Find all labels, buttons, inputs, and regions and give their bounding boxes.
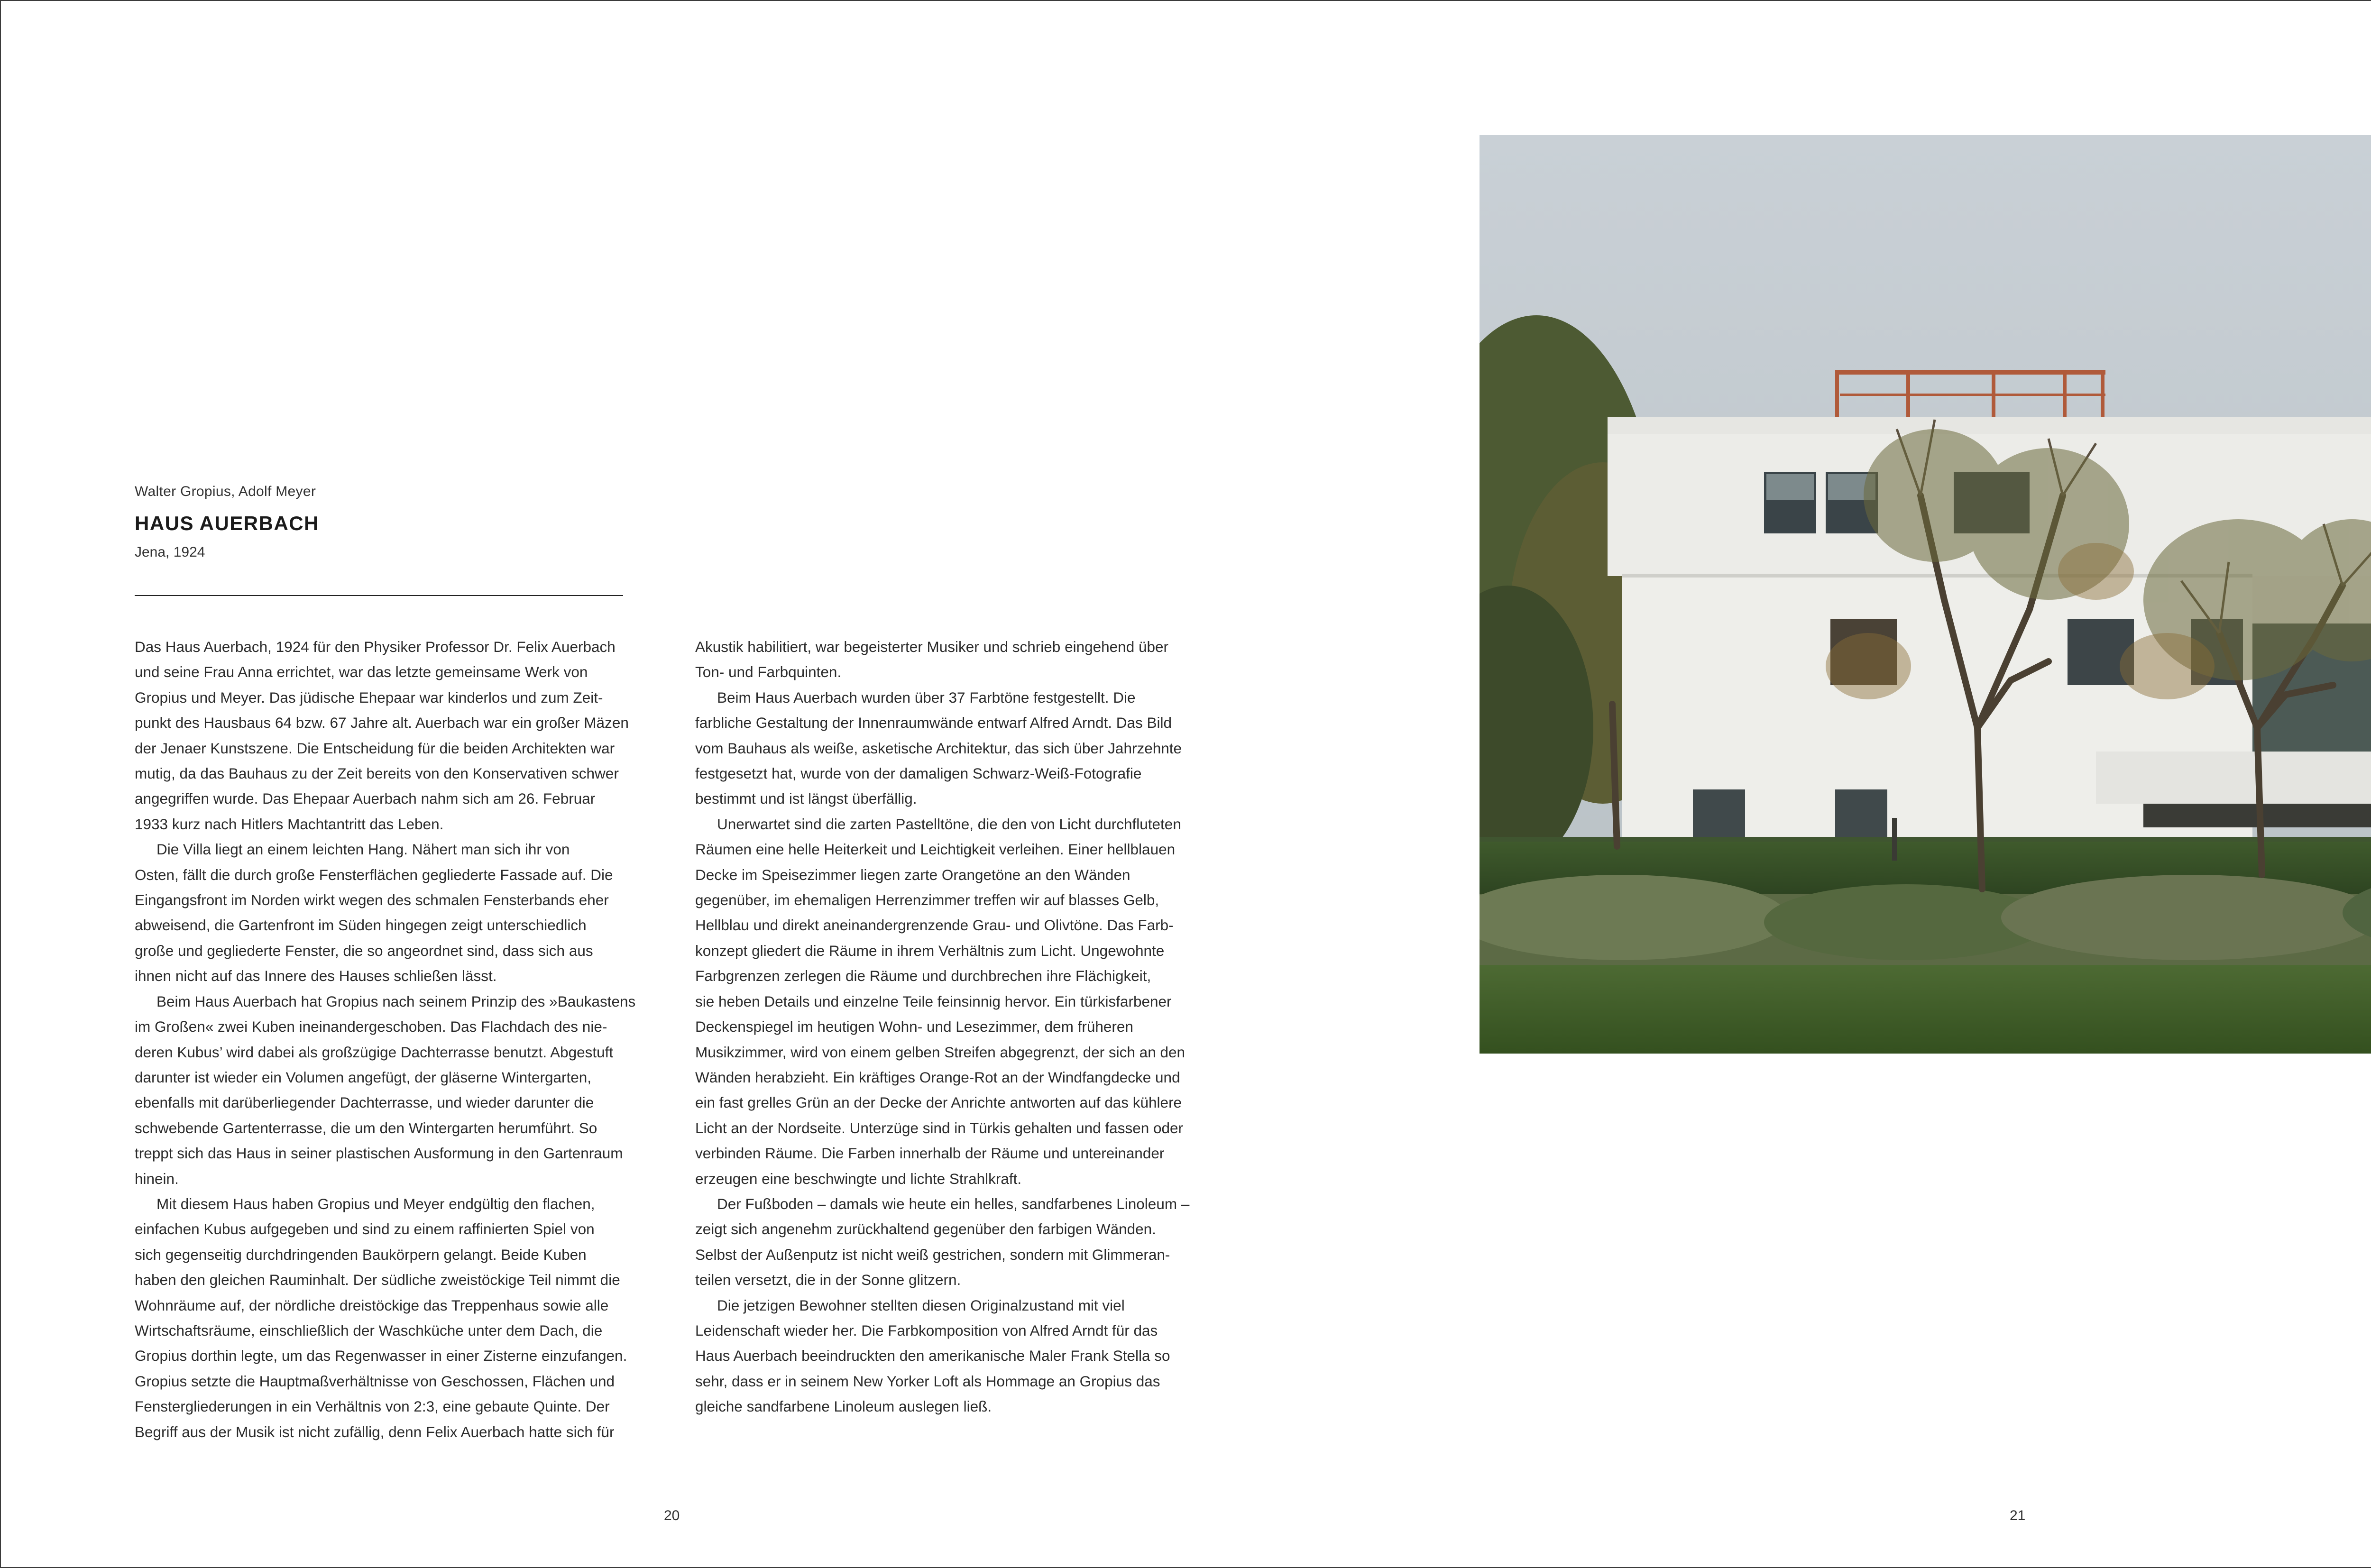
text-line: festgesetzt hat, wurde von der damaligen Schwarz-Weiß-Fotografie xyxy=(695,765,1142,782)
house-photo xyxy=(1480,135,2371,1054)
architects-line: Walter Gropius, Adolf Meyer xyxy=(135,484,316,499)
text-line: Haus Auerbach beeindruckten den amerikanische Maler Frank Stella so xyxy=(695,1347,1170,1365)
text-line: sehr, dass er in seinem New Yorker Loft als Hommage an Gropius das xyxy=(695,1372,1160,1390)
text-line: abweisend, die Gartenfront im Süden hingegen zeigt unterschiedlich xyxy=(135,917,587,934)
text-column-right xyxy=(695,634,1217,1420)
text-line: konzept gliedert die Räume in ihrem Verhältnis zum Licht. Ungewohnte xyxy=(695,942,1165,959)
text-line: punkt des Hausbaus 64 bzw. 67 Jahre alt. Auerbach war ein großer Mäzen xyxy=(135,714,629,732)
text-line: Unerwartet sind die zarten Pastelltöne, die den von Licht durchfluteten xyxy=(717,815,1181,833)
text-line: Akustik habilitiert, war begeisterter Musiker und schrieb eingehend über xyxy=(695,638,1169,655)
text-line: und seine Frau Anna errichtet, war das letzte gemeinsame Werk von xyxy=(135,663,588,681)
text-line: schwebende Gartenterrasse, die um den Wintergarten herumführt. So xyxy=(135,1119,597,1137)
place-year: Jena, 1924 xyxy=(135,544,205,560)
text-line: erzeugen eine beschwingte und lichte Strahlkraft. xyxy=(695,1170,1022,1187)
page-title: HAUS AUERBACH xyxy=(135,512,319,534)
text-line: Ton- und Farbquinten. xyxy=(695,663,842,681)
text-line: Wohnräume auf, der nördliche dreistöckige das Treppenhaus sowie alle xyxy=(135,1296,609,1314)
text-line: Fenstergliederungen in ein Verhältnis von 2:3, eine gebaute Quinte. Der xyxy=(135,1398,610,1415)
text-line: Wirtschaftsräume, einschließlich der Waschküche unter dem Dach, die xyxy=(135,1321,603,1339)
text-line: ebenfalls mit darüberliegender Dachterrasse, und wieder darunter die xyxy=(135,1094,594,1111)
text-line: sich gegenseitig durchdringenden Baukörpern gelangt. Beide Kuben xyxy=(135,1246,587,1263)
text-line: Gropius setzte die Hauptmaßverhältnisse von Geschossen, Flächen und xyxy=(135,1372,615,1390)
text-line: ein fast grelles Grün an der Decke der Anrichte antworten auf das kühlere xyxy=(695,1094,1182,1111)
text-line: bestimmt und ist längst überfällig. xyxy=(695,790,917,807)
text-column-left xyxy=(135,634,647,1445)
text-line: gegenüber, im ehemaligen Herrenzimmer treffen wir auf blasses Gelb, xyxy=(695,891,1159,909)
text-line: Licht an der Nordseite. Unterzüge sind in Türkis gehalten und fassen oder xyxy=(695,1119,1184,1137)
text-line: zeigt sich angenehm zurückhaltend gegenüber den farbigen Wänden. xyxy=(695,1220,1156,1238)
text-line: Osten, fällt die durch große Fensterflächen gegliederte Fassade auf. Die xyxy=(135,866,613,883)
text-line: Gropius und Meyer. Das jüdische Ehepaar war kinderlos und zum Zeit- xyxy=(135,688,603,706)
text-line: Decke im Speisezimmer liegen zarte Orangetöne an den Wänden xyxy=(695,866,1130,883)
text-line: Beim Haus Auerbach wurden über 37 Farbtöne festgestellt. Die xyxy=(717,688,1136,706)
text-line: treppt sich das Haus in seiner plastischen Ausformung in den Gartenraum xyxy=(135,1145,623,1162)
text-line: Wänden herabzieht. Ein kräftiges Orange-Rot an der Windfangdecke und xyxy=(695,1068,1180,1086)
text-line: darunter ist wieder ein Volumen angefügt, der gläserne Wintergarten, xyxy=(135,1068,592,1086)
text-line: Räumen eine helle Heiterkeit und Leichtigkeit verleihen. Einer hellblauen xyxy=(695,841,1176,858)
text-line: haben den gleichen Rauminhalt. Der südliche zweistöckige Teil nimmt die xyxy=(135,1271,620,1289)
text-line: Mit diesem Haus haben Gropius und Meyer endgültig den flachen, xyxy=(156,1195,595,1212)
text-line: verbinden Räume. Die Farben innerhalb der Räume und untereinander xyxy=(695,1145,1165,1162)
text-line: im Großen« zwei Kuben ineinandergeschoben. Das Flachdach des nie- xyxy=(135,1018,607,1036)
text-line: Leidenschaft wieder her. Die Farbkomposition von Alfred Arndt für das xyxy=(695,1321,1158,1339)
text-line: ihnen nicht auf das Innere des Hauses schließen lässt. xyxy=(135,967,497,985)
text-line: Der Fußboden – damals wie heute ein helles, sandfarbenes Linoleum – xyxy=(717,1195,1190,1212)
text-line: Hellblau und direkt aneinandergrenzende Grau- und Olivtöne. Das Farb- xyxy=(695,917,1174,934)
text-line: Farbgrenzen zerlegen die Räume und durchbrechen ihre Flächigkeit, xyxy=(695,967,1151,985)
text-line: Selbst der Außenputz ist nicht weiß gestrichen, sondern mit Glimmeran- xyxy=(695,1246,1170,1263)
text-line: hinein. xyxy=(135,1170,179,1187)
text-line: große und gegliederte Fenster, die so angeordnet sind, dass sich aus xyxy=(135,942,593,959)
text-line: teilen versetzt, die in der Sonne glitzern. xyxy=(695,1271,961,1289)
page-number-right: 21 xyxy=(2010,1508,2026,1523)
text-line: deren Kubus’ wird dabei als großzügige Dachterrasse benutzt. Abgestuft xyxy=(135,1043,614,1061)
text-line: Beim Haus Auerbach hat Gropius nach seinem Prinzip des »Baukastens xyxy=(156,992,636,1010)
text-line: Die jetzigen Bewohner stellten diesen Originalzustand mit viel xyxy=(717,1296,1125,1314)
text-line: der Jenaer Kunstszene. Die Entscheidung für die beiden Architekten war xyxy=(135,739,615,757)
text-line: Das Haus Auerbach, 1924 für den Physiker Professor Dr. Felix Auerbach xyxy=(135,638,616,655)
text-line: sie heben Details und einzelne Teile feinsinnig hervor. Ein türkisfarbener xyxy=(695,992,1172,1010)
text-line: Die Villa liegt an einem leichten Hang. Nähert man sich ihr von xyxy=(156,841,570,858)
text-line: einfachen Kubus aufgegeben und sind zu einem raffinierten Spiel von xyxy=(135,1220,595,1238)
text-line: gleiche sandfarbene Linoleum auslegen ließ. xyxy=(695,1398,992,1415)
text-line: Deckenspiegel im heutigen Wohn- und Lesezimmer, dem früheren xyxy=(695,1018,1133,1036)
text-line: Eingangsfront im Norden wirkt wegen des schmalen Fensterbands eher xyxy=(135,891,609,909)
text-line: angegriffen wurde. Das Ehepaar Auerbach nahm sich am 26. Februar xyxy=(135,790,596,807)
text-line: 1933 kurz nach Hitlers Machtantritt das Leben. xyxy=(135,815,444,833)
text-line: mutig, da das Bauhaus zu der Zeit bereits von den Konservativen schwer xyxy=(135,765,619,782)
article-header xyxy=(135,484,319,560)
page-number-left: 20 xyxy=(664,1508,680,1523)
divider-rule xyxy=(135,595,623,596)
text-line: Gropius dorthin legte, um das Regenwasser in einer Zisterne einzufangen. xyxy=(135,1347,627,1365)
text-line: vom Bauhaus als weiße, asketische Architektur, das sich über Jahrzehnte xyxy=(695,739,1182,757)
text-line: farbliche Gestaltung der Innenraumwände entwarf Alfred Arndt. Das Bild xyxy=(695,714,1172,732)
text-line: Begriff aus der Musik ist nicht zufällig, denn Felix Auerbach hatte sich für xyxy=(135,1423,615,1440)
text-line: Musikzimmer, wird von einem gelben Streifen abgegrenzt, der sich an den xyxy=(695,1043,1186,1061)
